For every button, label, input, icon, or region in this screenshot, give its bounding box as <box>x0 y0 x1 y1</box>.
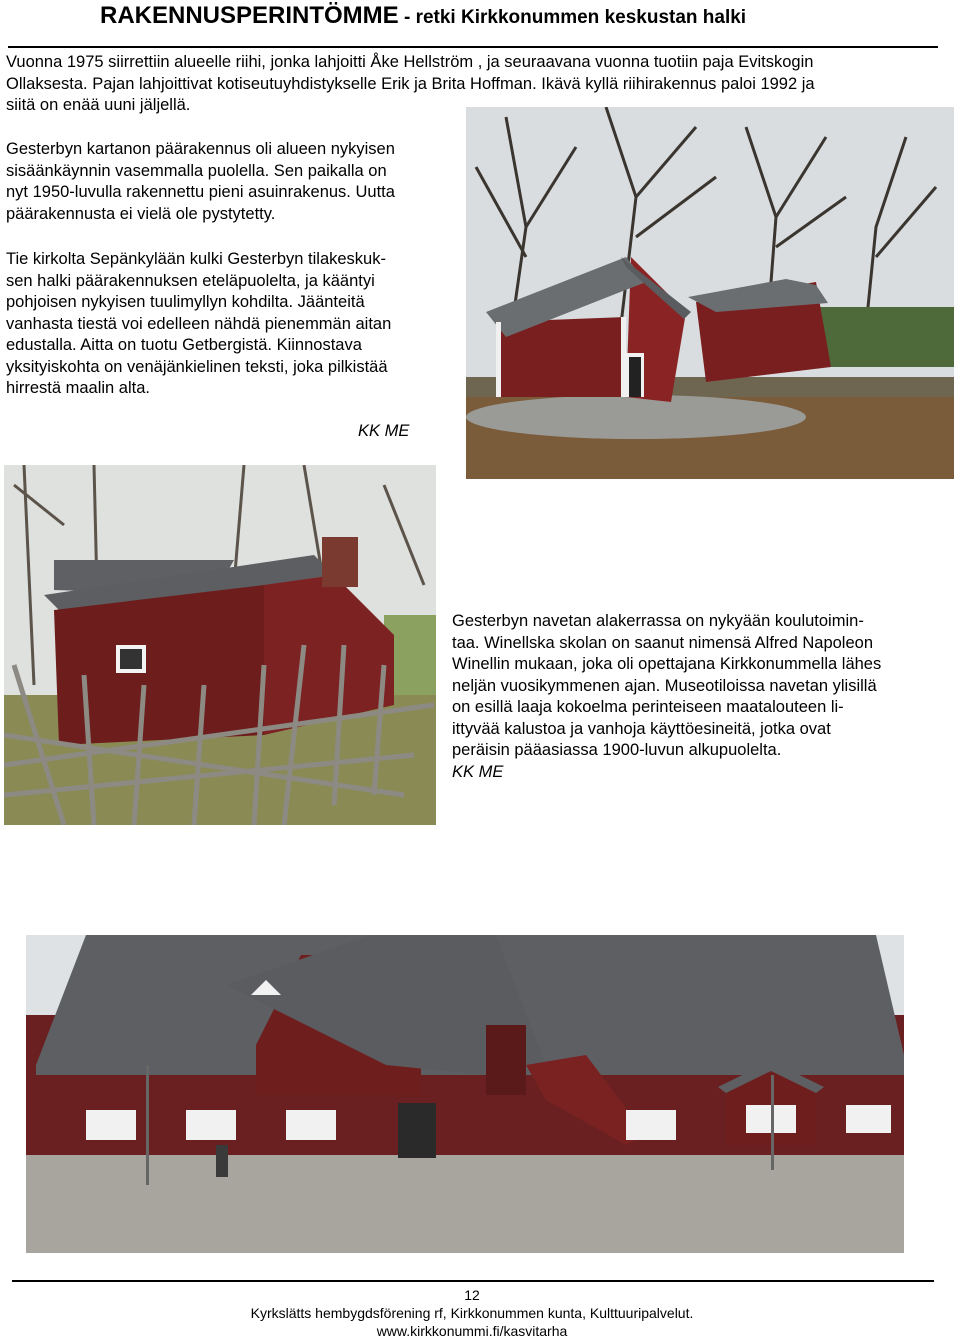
text-line: ittyvää kalustoa ja vanhoja käyttöesineitä, jotka ovat <box>452 719 831 738</box>
text-line: nyt 1950-luvulla rakennettu pieni asuinrakenus. Uutta <box>6 183 395 201</box>
page-title-sub: - retki Kirkkonummen keskustan halki <box>398 7 747 28</box>
text-line: Gesterbyn kartanon päärakennus oli alueen nykyisen <box>6 140 395 158</box>
page-title-main: RAKENNUSPERINTÖMME <box>100 2 399 29</box>
footer <box>0 1286 944 1340</box>
intro-line: siitä on enää uuni jäljellä. <box>6 96 191 114</box>
page-title <box>100 2 746 30</box>
road-paragraph <box>6 249 461 400</box>
text-line: Gesterbyn navetan alakerrassa on nykyään koulutoimin- <box>452 612 864 630</box>
smithy-photo <box>4 465 436 825</box>
text-line: vanhasta tiestä voi edelleen nähdä pienemmän aitan <box>6 314 392 333</box>
road-signature: KK ME <box>358 422 410 440</box>
text-line: neljän vuosikymmenen ajan. Museotiloissa navetan ylisillä <box>452 676 877 695</box>
footer-url: www.kirkkonummi.fi/kasvitarha <box>376 1323 568 1339</box>
barn-signature: KK ME <box>452 762 504 781</box>
text-line: pohjoisen nykyisen tuulimyllyn kohdilta. Jäänteitä <box>6 293 365 311</box>
text-line: on esillä laaja kokoelma perinteiseen maatalouteen li- <box>452 698 844 716</box>
intro-line: Ollaksesta. Pajan lahjoittivat kotiseutuyhdistykselle Erik ja Brita Hoffman. Ikävä kyllä riihirakennus paloi 1992 ja <box>6 74 815 93</box>
text-line: sisäänkäynnin vasemmalla puolella. Sen paikalla on <box>6 161 387 180</box>
text-line: Winellin mukaan, joka oli opettajana Kirkkonummella lähes <box>452 655 882 673</box>
text-line: yksityiskohta on venäjänkielinen teksti, joka pilkistää <box>6 357 388 376</box>
text-line: peräisin pääasiassa 1900-luvun alkupuolelta. <box>452 741 782 759</box>
barn-paragraph <box>452 611 952 783</box>
text-line: taa. Winellska skolan on saanut nimensä Alfred Napoleon <box>452 633 873 652</box>
footer-credits: Kyrkslätts hembygdsförening rf, Kirkkonummen kunta, Kulttuuripalvelut. <box>250 1305 694 1321</box>
storehouse-photo <box>466 107 954 479</box>
text-line: Tie kirkolta Sepänkylään kulki Gesterbyn tilakeskuk- <box>6 250 386 268</box>
page-number: 12 <box>464 1287 480 1303</box>
footer-rule <box>12 1280 934 1282</box>
intro-line: Vuonna 1975 siirrettiin alueelle riihi, jonka lahjoitti Åke Hellström , ja seuraavana vuonna tuotiin paja Evitskogin <box>6 53 814 71</box>
barn-photo <box>26 935 904 1253</box>
manor-paragraph <box>6 139 456 225</box>
text-line: päärakennusta ei vielä ole pystytetty. <box>6 204 276 223</box>
text-line: sen halki päärakennuksen eteläpuolelta, ja kääntyi <box>6 271 375 290</box>
header-rule <box>8 46 938 48</box>
text-line: hirrestä maalin alta. <box>6 379 150 397</box>
text-line: edustalla. Aitta on tuotu Getbergistä. Kiinnostava <box>6 336 362 354</box>
